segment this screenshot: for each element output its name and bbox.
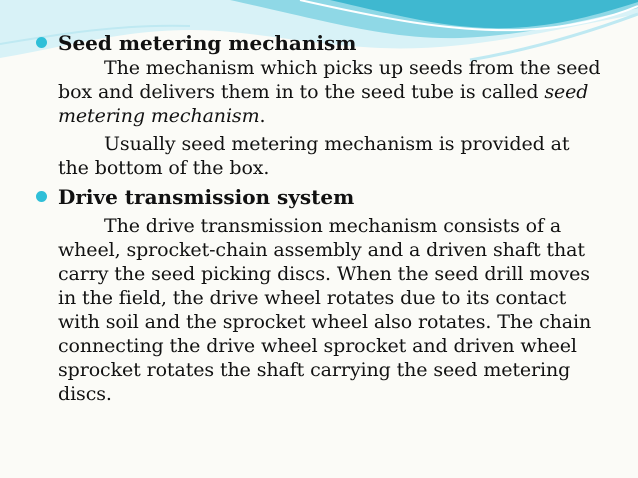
section-heading-drive-transmission [36,184,606,210]
paragraph-text: The drive transmission mechanism consists of a wheel, sprocket-chain assembly and a driven shaft that carry the seed picking discs. When the seed drill moves in the field, the drive wheel rotates due to its contact with soil and the sprocket wheel also rotates. The chain connecting the drive wheel sprocket and driven wheel sprocket rotates the shaft carrying the seed metering discs. [58,215,592,405]
paragraph-text: The mechanism which picks up seeds from the seed box and delivers them in to the seed tube is called [58,57,601,103]
paragraph-seed-metering-definition [36,56,606,128]
paragraph-text-end: . [259,105,266,127]
section-heading-text: Seed metering mechanism [58,31,357,55]
paragraph-seed-metering-location [36,132,606,180]
section-heading-seed-metering [36,30,606,56]
emphasized-term: seed metering mechanism [58,81,589,127]
section-heading-text: Drive transmission system [58,185,355,209]
bullet-icon [36,191,47,202]
paragraph-text: Usually seed metering mechanism is provided at the bottom of the box. [58,133,570,179]
paragraph-drive-transmission [36,214,606,406]
slide-content [36,30,606,406]
bullet-icon [36,37,47,48]
